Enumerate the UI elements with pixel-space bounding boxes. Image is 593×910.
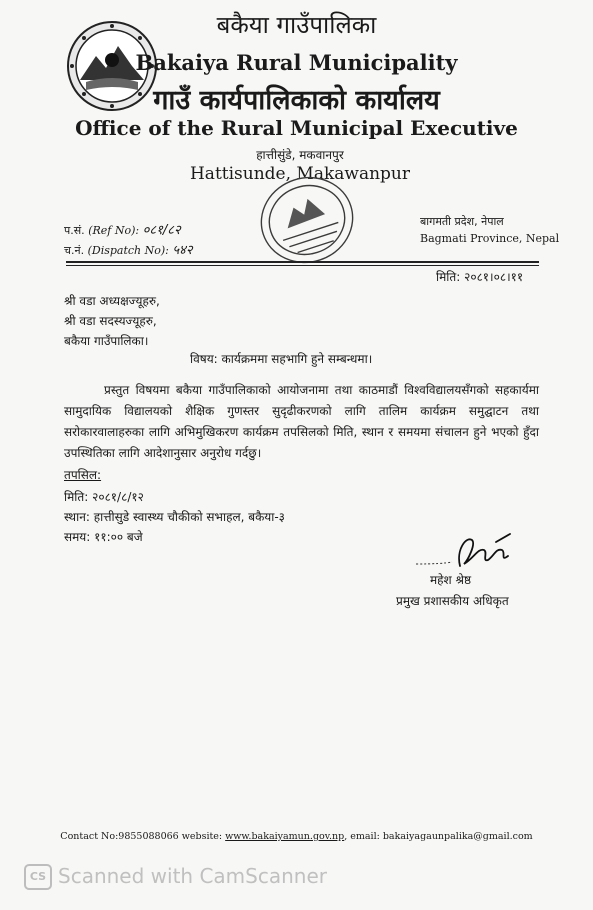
ref-value: ०८१/८२ [142, 223, 181, 238]
footer-email: , email: bakaiyagaunpalika@gmail.com [344, 831, 533, 842]
camscanner-logo-icon: CS [24, 864, 52, 890]
ref-label: (Ref No): [88, 224, 140, 237]
office-stamp-icon [252, 170, 362, 270]
province-np: बागमती प्रदेश, नेपाल [420, 215, 504, 228]
details-date: मिति: २०८१/८/१२ [64, 490, 144, 504]
dispatch-number [64, 240, 193, 258]
dispatch-value: ५४२ [172, 243, 193, 258]
recipient-line: श्री वडा सदस्यज्यूहरु, [64, 314, 157, 328]
office-name-en: Office of the Rural Municipal Executive [75, 116, 518, 140]
details-place: स्थान: हात्तीसुडे स्वास्थ्य चौकीको सभाहल, बकैया-३ [64, 510, 285, 524]
address-en: Hattisunde, Makawanpur [189, 164, 410, 184]
scanner-watermark: Scanned with CamScanner [58, 864, 327, 888]
details-heading: तपसिल: [64, 468, 102, 482]
footer-contact-text: Contact No:9855088066 website: [60, 831, 226, 842]
letter-subject: विषय: कार्यक्रममा सहभागि हुने सम्बन्धमा। [190, 352, 373, 366]
header-divider [66, 261, 539, 263]
header-divider-thin [66, 265, 539, 266]
footer-contact [0, 831, 593, 842]
footer-website-link[interactable]: www.bakaiyamun.gov.np [225, 831, 345, 842]
signatory-title: प्रमुख प्रशासकीय अधिकृत [396, 594, 509, 608]
ref-prefix: प.सं. [64, 224, 85, 237]
municipality-name-en: Bakaiya Rural Municipality [135, 50, 458, 75]
dispatch-prefix: च.नं. [64, 244, 85, 257]
letter-date: मिति: २०८१।०८।११ [436, 270, 524, 284]
province-en: Bagmati Province, Nepal [420, 232, 560, 245]
reference-number [64, 220, 181, 238]
signatory-name: महेश श्रेष्ठ [430, 573, 472, 587]
details-time: समय: ११:०० बजे [64, 530, 143, 544]
letter-body: प्रस्तुत विषयमा बकैया गाउँपालिकाको आयोजनामा तथा काठमाडौं विश्वविद्यालयसँगको सहकार्यमा सामुदायिक विद्यालयको शैक्षिक गुणस्तर सुदृढीकरणको लागि तालिम कार्यक्रम समुद्घाटन तथा सरोकारवालाहरुका लागि अभिमुखिकरण कार्यक्रम तपसिलको मिति, स्थान र समयमा संचालन हुने भएको हुँदा उपस्थितिका लागि आदेशानुसार अनुरोध गर्दछु। [64, 383, 539, 460]
address-np: हात्तीसुंडे, मकवानपुर [256, 148, 344, 162]
municipality-name-np: बकैया गाउँपालिका [216, 11, 377, 39]
recipient-line: बकैया गाउँपालिका। [64, 334, 149, 348]
recipient-line: श्री वडा अध्यक्षज्यूहरु, [64, 294, 160, 308]
office-name-np: गाउँ कार्यपालिकाको कार्यालय [153, 85, 440, 116]
dispatch-label: (Dispatch No): [87, 244, 169, 257]
